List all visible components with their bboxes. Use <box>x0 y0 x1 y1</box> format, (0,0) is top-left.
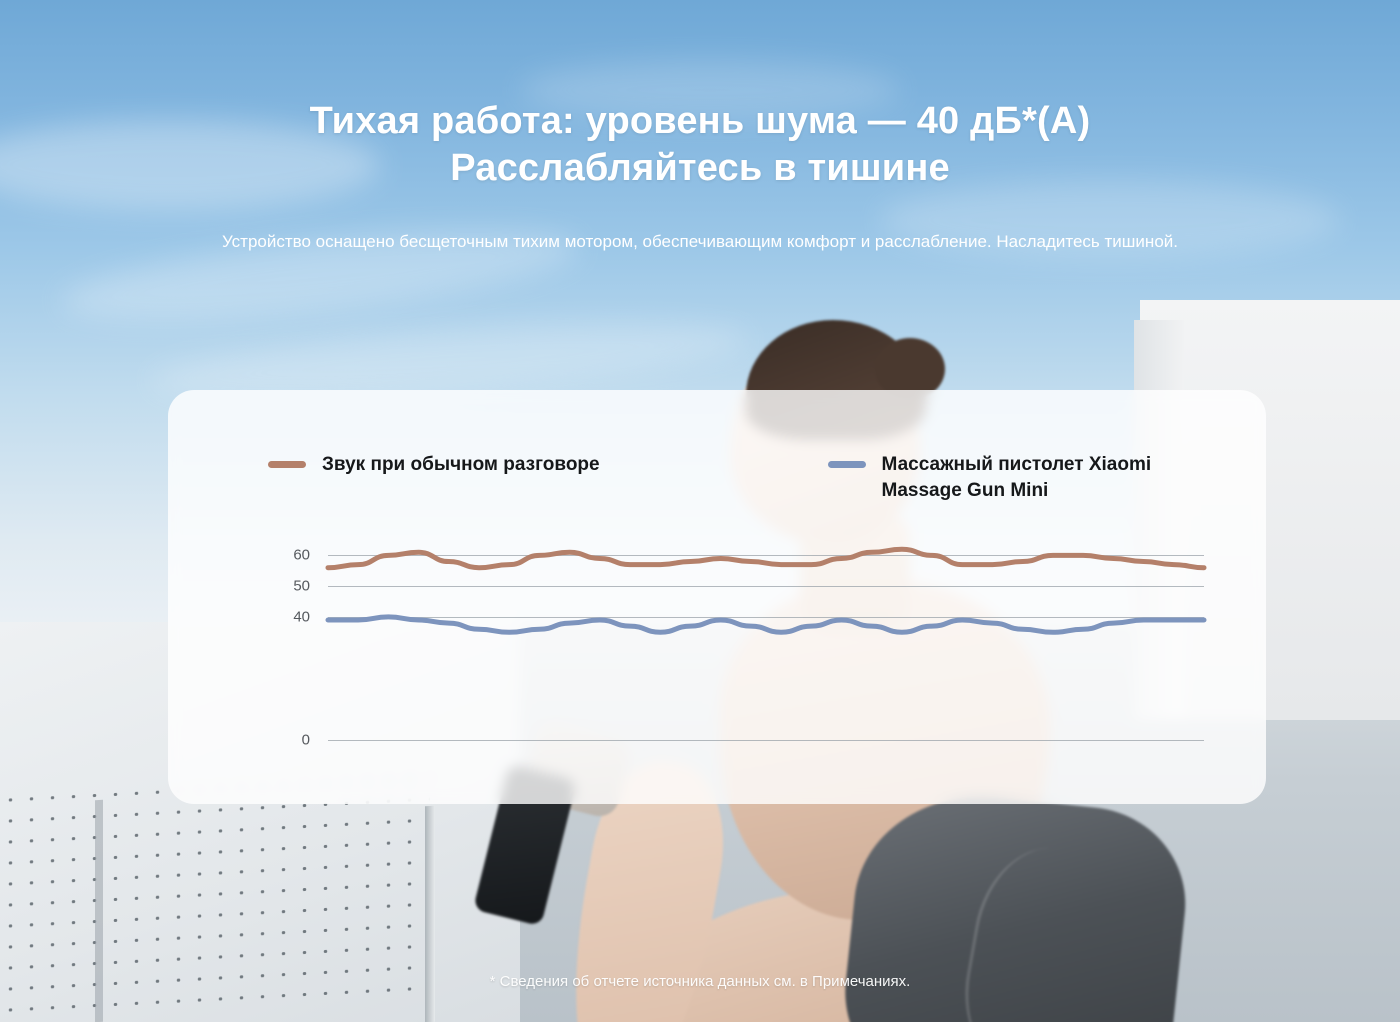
chart-plot-area <box>264 540 1204 749</box>
y-axis-tick-label: 40 <box>293 608 310 626</box>
headline-line-1: Тихая работа: уровень шума — 40 дБ*(A) <box>309 100 1091 142</box>
legend-swatch-massage-gun <box>828 461 866 468</box>
subtitle-line-2: Насладитесь тишиной. <box>996 232 1178 251</box>
legend-label-conversation: Звук при обычном разговоре <box>322 454 600 475</box>
chart-series-lines <box>328 540 1204 740</box>
y-axis-labels <box>264 540 310 749</box>
series-line-conversation <box>328 549 1204 567</box>
subtitle-line-1: Устройство оснащено бесщеточным тихим мотором, обеспечивающим комфорт и расслабление. <box>222 232 992 251</box>
legend-item-conversation <box>268 452 828 504</box>
page-title <box>0 98 1400 192</box>
legend-label-massage-gun: Массажный пистолет Xiaomi Massage Gun Mini <box>881 454 1152 501</box>
chart-grid <box>328 540 1204 740</box>
chart-legend <box>268 452 1206 504</box>
y-axis-tick-label: 50 <box>293 577 310 595</box>
y-axis-tick-label: 60 <box>293 546 310 564</box>
legend-item-massage-gun <box>828 452 1206 504</box>
page-subtitle <box>200 226 1200 257</box>
legend-swatch-conversation <box>268 461 306 468</box>
noise-comparison-chart-card <box>168 390 1266 804</box>
chart-footnote: * Сведения об отчете источника данных см. в Примечаниях. <box>489 973 911 990</box>
series-line-massage-gun <box>328 617 1204 632</box>
headline-line-2: Расслабляйтесь в тишине <box>450 147 950 189</box>
gridline <box>328 740 1204 741</box>
y-axis-tick-label: 0 <box>301 731 310 749</box>
